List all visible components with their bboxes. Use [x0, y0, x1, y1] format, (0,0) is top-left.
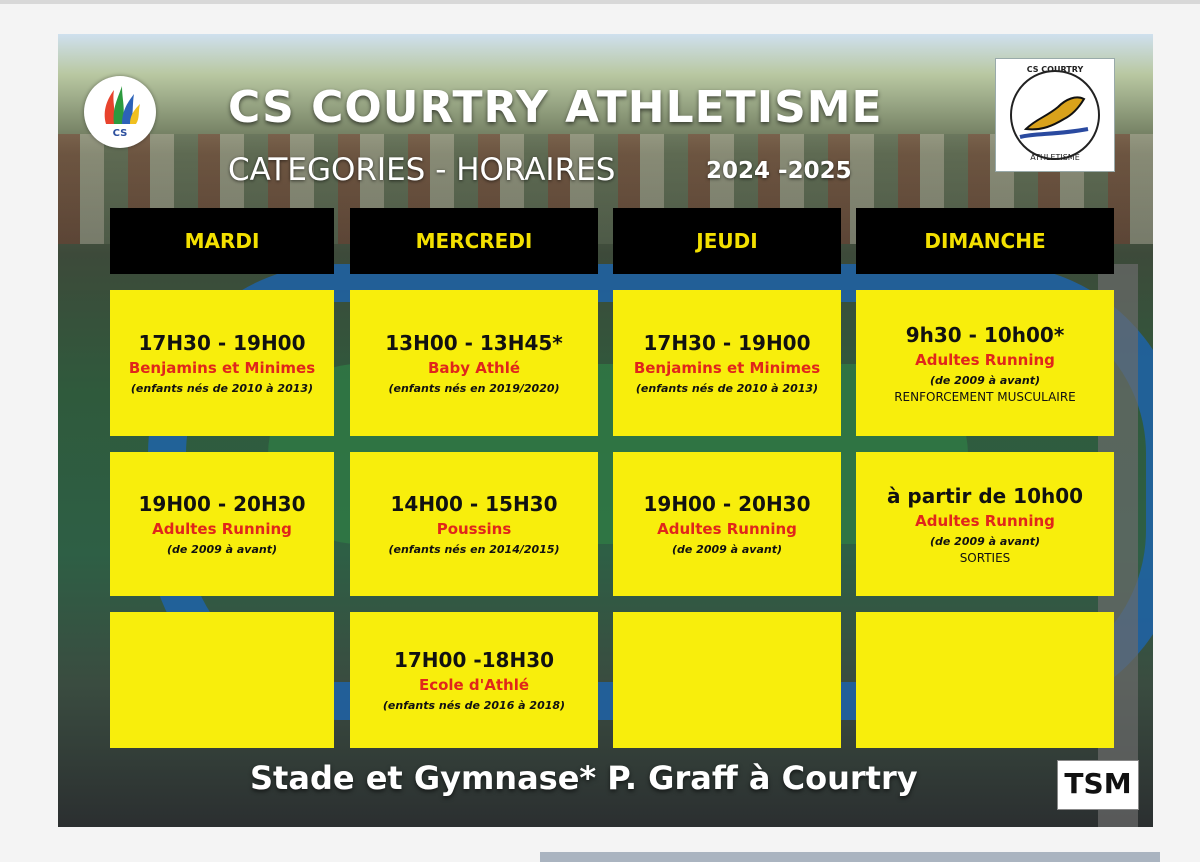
slot-ages: (de 2009 à avant)	[929, 373, 1041, 387]
slot-category: Adultes Running	[915, 350, 1055, 369]
slot-mercredi-3	[350, 612, 598, 748]
slot-category: Benjamins et Minimes	[633, 359, 821, 377]
slot-mercredi-2	[350, 452, 598, 596]
sponsor-logo-text: TSM	[1064, 767, 1132, 800]
season-label: 2024 -2025	[706, 158, 852, 184]
slot-time: 9h30 - 10h00*	[905, 322, 1065, 347]
slot-jeudi-2	[613, 452, 841, 596]
poster-title: CS COURTRY ATHLETISME	[228, 82, 883, 133]
slot-dimanche-2	[856, 452, 1114, 596]
day-header-mardi: MARDI	[110, 208, 334, 274]
slot-ages: (enfants nés de 2016 à 2018)	[382, 699, 566, 712]
day-header-jeudi: JEUDI	[613, 208, 841, 274]
slot-extra: RENFORCEMENT MUSCULAIRE	[894, 389, 1076, 404]
bottom-strip	[540, 852, 1160, 862]
slot-category: Adultes Running	[915, 511, 1055, 530]
slot-time: 19H00 - 20H30	[643, 492, 811, 516]
day-header-mercredi: MERCREDI	[350, 208, 598, 274]
club-logo-subtitle: ATHLETISME	[1030, 153, 1080, 162]
club-logo-name: CS COURTRY	[1026, 65, 1084, 74]
slot-ages: (enfants nés de 2010 à 2013)	[130, 382, 314, 395]
slot-mardi-empty	[110, 612, 334, 748]
slot-dimanche-empty	[856, 612, 1114, 748]
slot-time: 17H30 - 19H00	[643, 331, 811, 355]
slot-dimanche-1	[856, 290, 1114, 436]
top-border	[0, 0, 1200, 4]
slot-mardi-1	[110, 290, 334, 436]
cs-logo	[84, 76, 156, 148]
slot-time: 17H30 - 19H00	[138, 331, 306, 355]
slot-ages: (enfants nés de 2010 à 2013)	[635, 382, 819, 395]
slot-jeudi-1	[613, 290, 841, 436]
slot-time: 13H00 - 13H45*	[385, 331, 563, 355]
slot-ages: (de 2009 à avant)	[671, 543, 783, 556]
slot-category: Ecole d'Athlé	[418, 676, 530, 694]
slot-ages: (enfants nés en 2019/2020)	[388, 382, 560, 395]
slot-time: 17H00 -18H30	[393, 648, 555, 672]
slot-jeudi-empty	[613, 612, 841, 748]
slot-ages: (de 2009 à avant)	[929, 534, 1041, 548]
slot-time: 19H00 - 20H30	[138, 492, 306, 516]
slot-extra: SORTIES	[959, 550, 1011, 565]
slot-ages: (de 2009 à avant)	[166, 543, 278, 556]
slot-time: à partir de 10h00	[886, 483, 1084, 508]
location-footer: Stade et Gymnase* P. Graff à Courtry	[250, 759, 918, 797]
slot-category: Benjamins et Minimes	[128, 359, 316, 377]
slot-category: Poussins	[436, 520, 512, 538]
slot-mercredi-1	[350, 290, 598, 436]
slot-category: Adultes Running	[152, 520, 292, 538]
slot-mardi-2	[110, 452, 334, 596]
slot-category: Baby Athlé	[427, 359, 521, 377]
slot-time: 14H00 - 15H30	[390, 492, 558, 516]
slot-category: Adultes Running	[657, 520, 797, 538]
club-logo	[995, 58, 1115, 172]
cs-logo-text: CS	[112, 128, 128, 139]
poster-subtitle: CATEGORIES - HORAIRES	[228, 152, 616, 188]
slot-ages: (enfants nés en 2014/2015)	[388, 543, 560, 556]
schedule-poster	[58, 34, 1153, 827]
sponsor-logo	[1057, 760, 1139, 810]
day-header-dimanche: DIMANCHE	[856, 208, 1114, 274]
